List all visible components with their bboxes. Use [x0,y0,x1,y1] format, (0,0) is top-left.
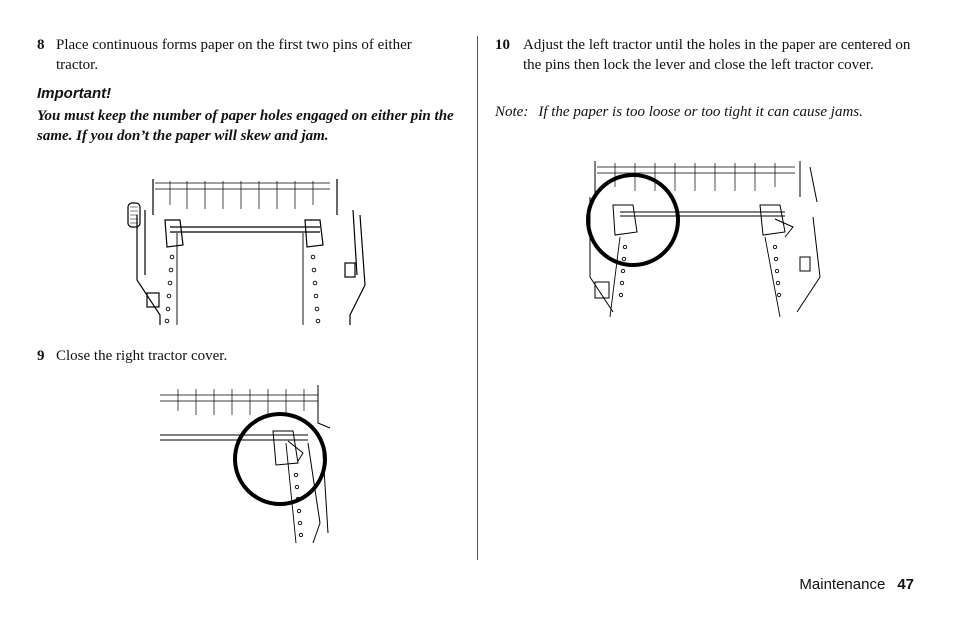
note-label: Note: [495,104,529,120]
step-number: 10 [495,37,510,53]
note-text: If the paper is too loose or too tight it can cause jams. [538,104,863,120]
left-tractor-adjust-illustration [585,157,825,317]
page-number: 47 [897,576,914,593]
step-number: 9 [37,348,45,364]
footer-section: Maintenance [799,576,886,593]
page-footer [799,576,914,593]
right-tractor-cover-illustration [158,383,333,543]
important-heading: Important! [37,85,112,102]
note [495,104,863,121]
step-text: Place continuous forms paper on the first two pins of either tractor. [56,37,412,73]
step-number: 8 [37,37,45,53]
printer-paper-loading-illustration [125,175,370,325]
highlight-circle [588,175,678,265]
column-divider [477,36,478,560]
highlight-circle [235,414,325,504]
step-8 [37,36,457,75]
step-10 [495,36,915,75]
important-body: You must keep the number of paper holes engaged on either pin the same. If you don’t the paper will skew and jam. [37,108,454,144]
step-text: Adjust the left tractor until the holes in the paper are centered on the pins then lock the lever and close the left tractor cover. [523,37,911,73]
step-9 [37,347,457,367]
step-text: Close the right tractor cover. [56,348,228,364]
